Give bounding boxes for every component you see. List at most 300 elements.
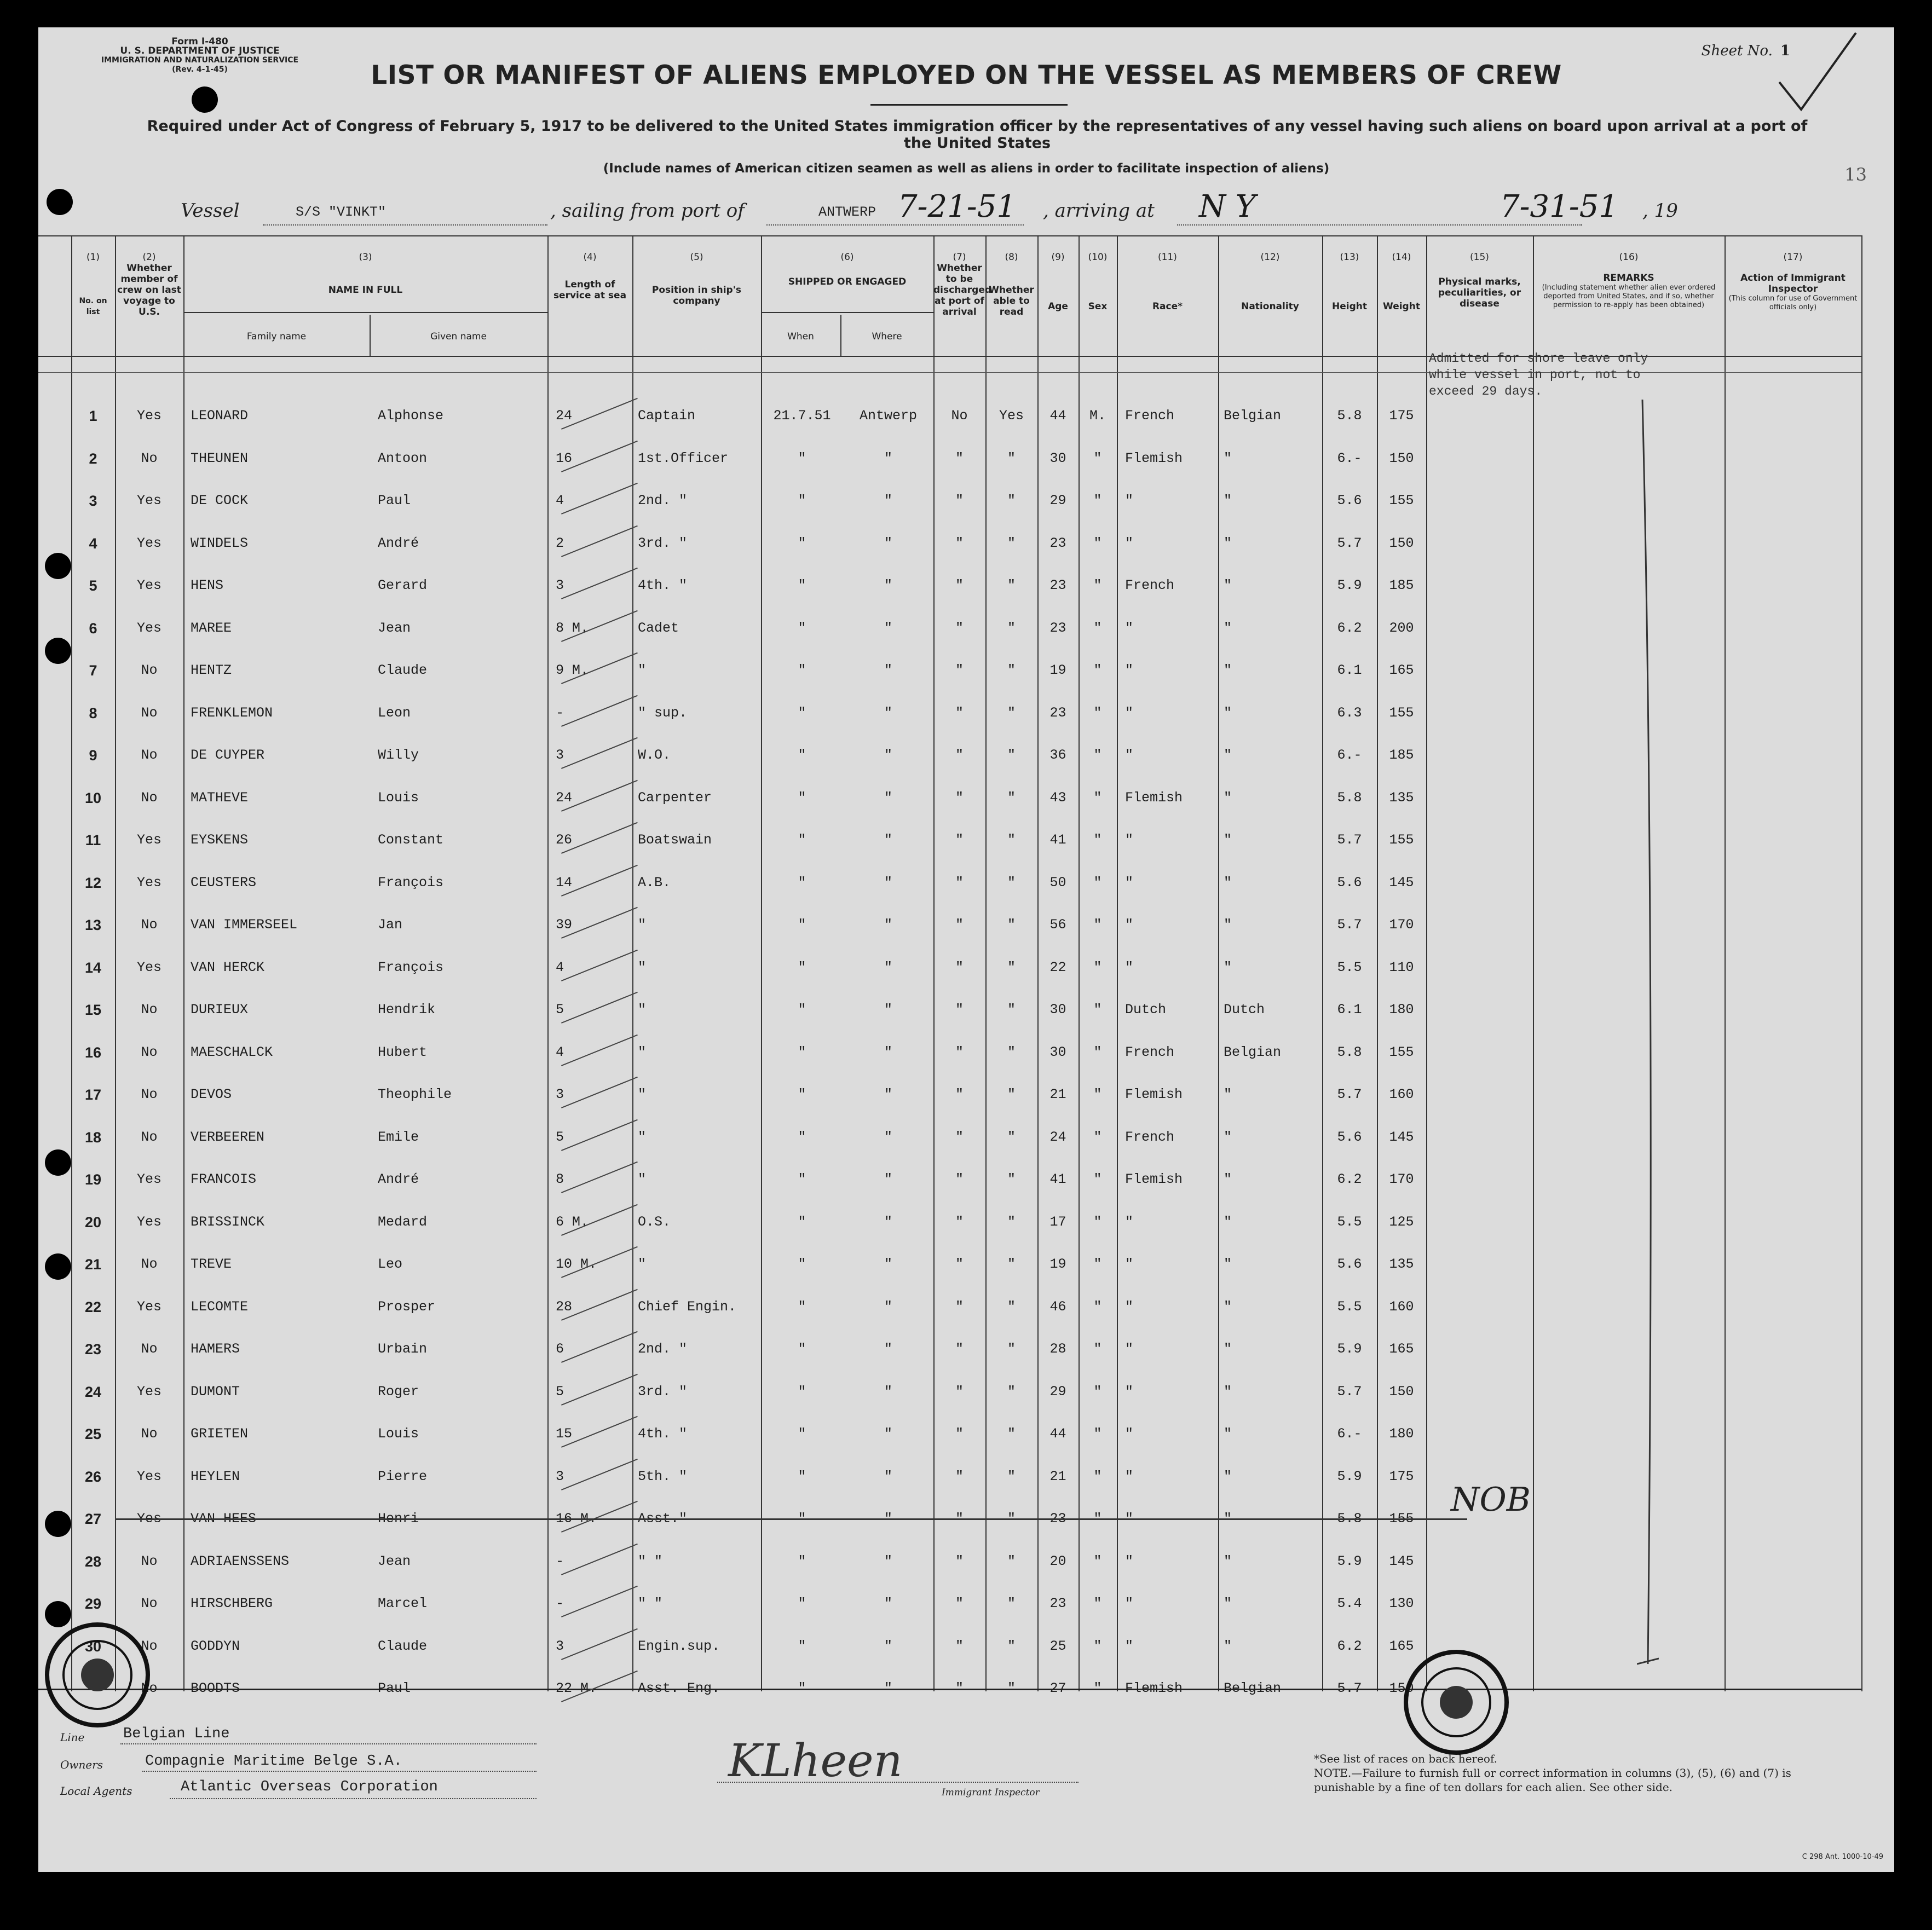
col-3-header: (3) NAME IN FULL <box>328 252 403 296</box>
cell-no: 9 <box>89 747 97 764</box>
cell-position: Boatswain <box>638 832 712 848</box>
cell-no: 7 <box>89 662 97 679</box>
cell-height: 5.9 <box>1337 577 1362 593</box>
cell-family: HENS <box>191 577 224 593</box>
cell-family: LECOMTE <box>191 1298 249 1315</box>
cell-nat: Belgian <box>1224 408 1282 424</box>
cell-given: Jean <box>378 1553 411 1569</box>
cell-age: 21 <box>1049 1087 1066 1102</box>
penalty-note: NOTE.—Failure to furnish full or correct information in columns (3), (5), (6) and (7) is punishable by a fine of ten dollars for each alien. See other side. <box>1314 1766 1791 1794</box>
cell-height: 5.7 <box>1337 832 1362 848</box>
cell-last: No <box>141 1638 158 1654</box>
cell-no: 2 <box>89 450 97 467</box>
cell-when: " <box>798 1002 806 1018</box>
cell-disch: " <box>955 1044 964 1060</box>
col-17-header: (17) Action of Immigrant Inspector (This column for use of Government officials only) <box>1728 252 1858 311</box>
cell-height: 5.5 <box>1337 1298 1362 1315</box>
cell-race: " <box>1125 704 1134 721</box>
cell-service: 39 <box>556 917 573 933</box>
cell-no: 25 <box>84 1426 102 1442</box>
col-4-header: (4) Length of service at sea <box>553 252 627 301</box>
cell-when: " <box>798 662 806 678</box>
cell-age: 19 <box>1049 1256 1066 1272</box>
cell-nat: " <box>1224 493 1232 508</box>
col-1-header: (1) No. on list <box>79 252 107 316</box>
cell-race: " <box>1125 1383 1134 1400</box>
cell-sex: " <box>1093 1511 1102 1527</box>
cell-family: VAN IMMERSEEL <box>191 917 298 933</box>
binder-hole <box>47 189 73 215</box>
cell-position: Engin.sup. <box>638 1638 720 1654</box>
cell-sex: " <box>1093 1087 1102 1102</box>
cell-age: 46 <box>1049 1298 1066 1315</box>
vessel-line <box>164 189 1752 227</box>
cell-given: Pierre <box>378 1468 428 1484</box>
cell-no: 19 <box>84 1171 102 1188</box>
table-row <box>38 1044 1861 1066</box>
cell-nat: " <box>1224 1129 1232 1145</box>
cell-disch: " <box>955 1426 964 1442</box>
cell-nat: " <box>1224 1426 1232 1442</box>
cell-height: 5.7 <box>1337 1087 1362 1102</box>
table-row <box>38 662 1861 684</box>
cell-service: 24 <box>556 408 573 424</box>
cell-read: " <box>1007 493 1016 508</box>
cell-age: 56 <box>1049 917 1066 933</box>
cell-family: BRISSINCK <box>191 1214 265 1230</box>
cell-age: 23 <box>1049 1511 1066 1527</box>
table-row <box>38 705 1861 727</box>
cell-sex: " <box>1093 874 1102 891</box>
cell-last: Yes <box>136 959 162 975</box>
cell-race: French <box>1125 577 1175 593</box>
cell-service: 10 M. <box>556 1256 597 1272</box>
cell-position: " <box>638 1129 647 1145</box>
page-subtitle: Required under Act of Congress of February 5, 1917 to be delivered to the United States immigration officer by the representatives of any vessel having such aliens on board upon arrival at a port of the United States <box>147 118 1808 152</box>
cell-age: 29 <box>1049 1383 1066 1400</box>
cell-service: - <box>556 1553 564 1569</box>
cell-race: Flemish <box>1125 1087 1183 1102</box>
cell-position: Captain <box>638 408 696 424</box>
cell-where: " <box>884 1256 892 1272</box>
cell-when: " <box>798 1468 806 1484</box>
remarks-note: Admitted for shore leave only while vessel in port, not to exceed 29 days. <box>1429 351 1648 398</box>
cell-where: " <box>884 832 892 848</box>
cell-where: " <box>884 577 892 593</box>
cell-given: Louis <box>378 789 419 806</box>
line-label: Line <box>60 1731 85 1744</box>
cell-read: " <box>1007 1214 1016 1230</box>
cell-read: " <box>1007 1087 1016 1102</box>
table-row <box>38 1171 1861 1193</box>
cell-nat: " <box>1224 747 1232 763</box>
cell-last: No <box>141 1680 158 1696</box>
cell-when: " <box>798 1638 806 1654</box>
cell-service: 15 <box>556 1426 573 1442</box>
cell-disch: " <box>955 747 964 763</box>
cell-sex: " <box>1093 1680 1102 1696</box>
cell-disch: " <box>955 620 964 636</box>
cell-read: " <box>1007 704 1016 721</box>
cell-service: 8 M. <box>556 620 589 636</box>
cell-height: 5.9 <box>1337 1553 1362 1569</box>
cell-no: 16 <box>84 1044 102 1061</box>
cell-position: W.O. <box>638 747 671 763</box>
cell-family: MATHEVE <box>191 789 249 806</box>
col-8-header: (8) Whether able to read <box>989 252 1034 317</box>
cell-last: Yes <box>136 832 162 848</box>
cell-when: " <box>798 1256 806 1272</box>
cell-sex: " <box>1093 1596 1102 1611</box>
cell-position: 3rd. " <box>638 535 688 551</box>
cell-position: 5th. " <box>638 1468 688 1484</box>
cell-when: " <box>798 1214 806 1230</box>
cell-when: " <box>798 832 806 848</box>
cell-position: O.S. <box>638 1214 671 1230</box>
cell-sex: " <box>1093 1638 1102 1654</box>
cell-age: 17 <box>1049 1214 1066 1230</box>
cell-last: No <box>141 747 158 763</box>
cell-weight: 145 <box>1389 874 1414 891</box>
cell-given: Claude <box>378 1638 428 1654</box>
cell-last: No <box>141 1596 158 1611</box>
cell-race: " <box>1125 1468 1134 1484</box>
cell-age: 30 <box>1049 1002 1066 1018</box>
cell-service: 22 M. <box>556 1680 597 1696</box>
cell-position: " <box>638 1044 647 1060</box>
cell-when: " <box>798 1298 806 1315</box>
cell-sex: " <box>1093 959 1102 975</box>
table-row <box>38 917 1861 939</box>
cell-nat: Belgian <box>1224 1044 1282 1060</box>
cell-nat: " <box>1224 1383 1232 1400</box>
cell-when: " <box>798 917 806 933</box>
cell-family: GODDYN <box>191 1638 240 1654</box>
cell-height: 6.2 <box>1337 620 1362 636</box>
cell-weight: 130 <box>1389 1596 1414 1611</box>
cell-disch: " <box>955 1171 964 1187</box>
cell-race: " <box>1125 1511 1134 1527</box>
cell-age: 30 <box>1049 450 1066 466</box>
cell-last: Yes <box>136 1468 162 1484</box>
form-service: IMMIGRATION AND NATURALIZATION SERVICE <box>101 56 299 65</box>
family-name-header: Family name <box>246 331 307 342</box>
cell-given: Willy <box>378 747 419 763</box>
owners-label: Owners <box>60 1758 103 1771</box>
col-14-header: (14) Weight <box>1383 252 1420 312</box>
cell-last: No <box>141 662 158 678</box>
cell-given: Urbain <box>378 1341 428 1357</box>
cell-age: 30 <box>1049 1044 1066 1060</box>
cell-read: " <box>1007 535 1016 551</box>
cell-family: VAN HERCK <box>191 959 265 975</box>
cell-when: " <box>798 704 806 721</box>
cell-no: 4 <box>89 535 97 552</box>
cell-nat: " <box>1224 789 1232 806</box>
cell-where: " <box>884 1680 892 1696</box>
cell-weight: 150 <box>1389 1680 1414 1696</box>
cell-disch: " <box>955 1468 964 1484</box>
cell-last: Yes <box>136 535 162 551</box>
cell-position: 2nd. " <box>638 1341 688 1357</box>
col-15-header: (15) Physical marks, peculiarities, or disease <box>1438 252 1521 309</box>
table-row <box>38 408 1861 430</box>
cell-last: No <box>141 789 158 806</box>
cell-family: ADRIAENSSENS <box>191 1553 290 1569</box>
cell-where: " <box>884 493 892 508</box>
cell-given: Medard <box>378 1214 428 1230</box>
cell-given: Louis <box>378 1426 419 1442</box>
cell-service: 5 <box>556 1383 564 1400</box>
cell-given: Alphonse <box>378 408 444 424</box>
inspector-signature: KLheen <box>728 1735 903 1787</box>
cell-height: 5.7 <box>1337 1680 1362 1696</box>
cell-when: 21.7.51 <box>773 408 831 424</box>
when-header: When <box>787 331 814 342</box>
cell-read: " <box>1007 1596 1016 1611</box>
cell-when: " <box>798 1087 806 1102</box>
cell-service: 5 <box>556 1002 564 1018</box>
cell-sex: " <box>1093 1129 1102 1145</box>
cell-age: 43 <box>1049 789 1066 806</box>
cell-race: French <box>1125 1129 1175 1145</box>
cell-height: 5.4 <box>1337 1596 1362 1611</box>
cell-weight: 185 <box>1389 577 1414 593</box>
cell-position: 4th. " <box>638 1426 688 1442</box>
cell-height: 6.- <box>1337 450 1362 466</box>
cell-service: 6 M. <box>556 1214 589 1230</box>
cell-position: " <box>638 1002 647 1018</box>
cell-disch: " <box>955 1298 964 1315</box>
cell-no: 22 <box>84 1298 102 1315</box>
cell-height: 6.2 <box>1337 1171 1362 1187</box>
binder-hole <box>45 638 71 664</box>
cell-family: FRANCOIS <box>191 1171 257 1187</box>
cell-sex: " <box>1093 1426 1102 1442</box>
arrival-date: 7-31-51 <box>1500 189 1618 224</box>
cell-when: " <box>798 1511 806 1527</box>
cell-position: " " <box>638 1596 663 1611</box>
cell-race: Flemish <box>1125 1680 1183 1696</box>
cell-disch: No <box>951 408 968 424</box>
cell-read: " <box>1007 1680 1016 1696</box>
cell-read: Yes <box>999 408 1024 424</box>
cell-last: No <box>141 450 158 466</box>
cell-nat: " <box>1224 450 1232 466</box>
cell-nat: " <box>1224 535 1232 551</box>
cell-when: " <box>798 1129 806 1145</box>
cell-family: LEONARD <box>191 408 249 424</box>
cell-read: " <box>1007 1044 1016 1060</box>
table-row <box>38 1469 1861 1490</box>
cell-sex: " <box>1093 747 1102 763</box>
title-rule <box>870 104 1068 106</box>
cell-weight: 180 <box>1389 1426 1414 1442</box>
cell-family: HAMERS <box>191 1341 240 1357</box>
cell-family: MAESCHALCK <box>191 1044 273 1060</box>
cell-nat: " <box>1224 1468 1232 1484</box>
cell-service: 4 <box>556 493 564 508</box>
cell-weight: 165 <box>1389 1341 1414 1357</box>
cell-read: " <box>1007 789 1016 806</box>
cell-weight: 155 <box>1389 1511 1414 1527</box>
cell-position: 1st.Officer <box>638 450 729 466</box>
cell-age: 50 <box>1049 874 1066 891</box>
cell-disch: " <box>955 832 964 848</box>
cell-position: A.B. <box>638 874 671 891</box>
cell-position: " <box>638 917 647 933</box>
cell-weight: 170 <box>1389 917 1414 933</box>
cell-read: " <box>1007 1171 1016 1187</box>
owners-value: Compagnie Maritime Belge S.A. <box>145 1753 402 1770</box>
cell-given: Prosper <box>378 1298 436 1315</box>
cell-nat: " <box>1224 1341 1232 1357</box>
page-number: 13 <box>1844 164 1867 185</box>
cell-position: " sup. <box>638 704 688 721</box>
cell-race: Flemish <box>1125 789 1183 806</box>
cell-disch: " <box>955 917 964 933</box>
cell-age: 25 <box>1049 1638 1066 1654</box>
cell-height: 5.5 <box>1337 959 1362 975</box>
cell-read: " <box>1007 874 1016 891</box>
cell-race: " <box>1125 917 1134 933</box>
cell-weight: 175 <box>1389 1468 1414 1484</box>
cell-given: Hendrik <box>378 1002 436 1018</box>
cell-read: " <box>1007 577 1016 593</box>
cell-service: 9 M. <box>556 662 589 678</box>
cell-last: Yes <box>136 1383 162 1400</box>
col-2-header: (2) Whether member of crew on last voyage to U.S. <box>117 252 181 317</box>
cell-no: 18 <box>84 1129 102 1146</box>
cell-disch: " <box>955 450 964 466</box>
form-number: Form I-480 <box>171 36 228 47</box>
table-row <box>38 620 1861 642</box>
cell-disch: " <box>955 1383 964 1400</box>
cell-where: " <box>884 1638 892 1654</box>
cell-family: FRENKLEMON <box>191 704 273 721</box>
cell-read: " <box>1007 1638 1016 1654</box>
cell-position: 4th. " <box>638 577 688 593</box>
cell-height: 6.1 <box>1337 1002 1362 1018</box>
cell-given: Paul <box>378 1680 411 1696</box>
cell-sex: " <box>1093 662 1102 678</box>
cell-sex: " <box>1093 1341 1102 1357</box>
cell-when: " <box>798 1341 806 1357</box>
cell-nat: " <box>1224 1638 1232 1654</box>
cell-last: Yes <box>136 874 162 891</box>
cell-read: " <box>1007 959 1016 975</box>
cell-age: 24 <box>1049 1129 1066 1145</box>
cell-race: " <box>1125 662 1134 678</box>
arrival-port: N Y <box>1199 189 1256 224</box>
cell-last: Yes <box>136 620 162 636</box>
cell-sex: M. <box>1089 408 1106 424</box>
cell-when: " <box>798 1596 806 1611</box>
cell-family: DE COCK <box>191 493 249 508</box>
cell-where: " <box>884 1341 892 1357</box>
cell-position: " <box>638 662 647 678</box>
cell-height: 5.7 <box>1337 917 1362 933</box>
cell-race: " <box>1125 1341 1134 1357</box>
cell-service: 3 <box>556 1087 564 1102</box>
cell-height: 5.7 <box>1337 1383 1362 1400</box>
cell-when: " <box>798 789 806 806</box>
cell-weight: 170 <box>1389 1171 1414 1187</box>
cell-height: 6.1 <box>1337 662 1362 678</box>
cell-when: " <box>798 493 806 508</box>
consulate-seal <box>43 1620 152 1730</box>
cell-age: 28 <box>1049 1341 1066 1357</box>
cell-age: 36 <box>1049 747 1066 763</box>
cell-age: 23 <box>1049 620 1066 636</box>
cell-no: 27 <box>84 1511 102 1527</box>
sailing-label: , sailing from port of <box>550 200 745 222</box>
cell-no: 21 <box>84 1256 102 1273</box>
cell-disch: " <box>955 1341 964 1357</box>
table-row <box>38 1299 1861 1321</box>
cell-where: " <box>884 874 892 891</box>
cell-race: " <box>1125 1638 1134 1654</box>
cell-weight: 165 <box>1389 662 1414 678</box>
cell-family: CEUSTERS <box>191 874 257 891</box>
cell-given: Leo <box>378 1256 403 1272</box>
cell-height: 6.2 <box>1337 1638 1362 1654</box>
cell-disch: " <box>955 1214 964 1230</box>
cell-where: " <box>884 1383 892 1400</box>
cell-age: 23 <box>1049 577 1066 593</box>
cell-race: " <box>1125 1596 1134 1611</box>
remarks-bracket-line <box>1637 400 1659 1669</box>
cell-read: " <box>1007 1341 1016 1357</box>
cell-given: François <box>378 874 444 891</box>
cell-no: 3 <box>89 493 97 509</box>
table-row <box>38 1426 1861 1448</box>
cell-no: 6 <box>89 620 97 637</box>
sailing-date: 7-21-51 <box>898 189 1016 224</box>
cell-race: French <box>1125 1044 1175 1060</box>
cell-disch: " <box>955 1553 964 1569</box>
cell-given: François <box>378 959 444 975</box>
col-12-header: (12) Nationality <box>1241 252 1299 312</box>
cell-last: No <box>141 917 158 933</box>
cell-where: " <box>884 789 892 806</box>
table-row <box>38 1680 1861 1702</box>
cell-nat: " <box>1224 1171 1232 1187</box>
cell-when: " <box>798 1171 806 1187</box>
cell-last: Yes <box>136 1511 162 1527</box>
line-value: Belgian Line <box>123 1726 230 1742</box>
cell-no: 26 <box>84 1468 102 1485</box>
cell-age: 44 <box>1049 1426 1066 1442</box>
cell-no: 28 <box>84 1553 102 1570</box>
cell-service: 3 <box>556 1638 564 1654</box>
table-row <box>38 1087 1861 1108</box>
table-row <box>38 1341 1861 1363</box>
cell-sex: " <box>1093 1298 1102 1315</box>
cell-age: 27 <box>1049 1680 1066 1696</box>
binder-hole <box>45 1149 71 1176</box>
cell-weight: 135 <box>1389 789 1414 806</box>
consulate-seal <box>1402 1648 1511 1757</box>
cell-disch: " <box>955 1596 964 1611</box>
table-row <box>38 1638 1861 1660</box>
cell-no: 5 <box>89 577 97 594</box>
cell-given: André <box>378 1171 419 1187</box>
table-row <box>38 493 1861 515</box>
cell-read: " <box>1007 1426 1016 1442</box>
year-suffix: , 19 <box>1642 200 1678 222</box>
cell-read: " <box>1007 1383 1016 1400</box>
